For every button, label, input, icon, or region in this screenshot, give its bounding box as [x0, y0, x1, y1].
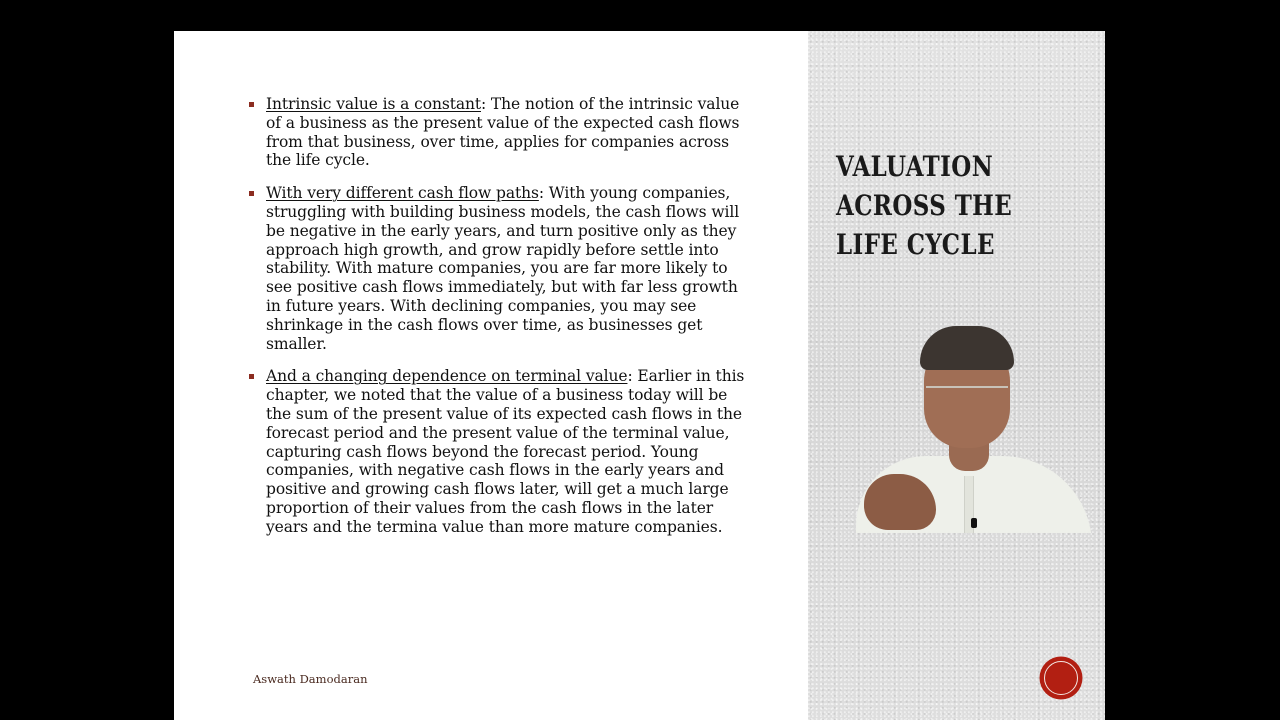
slide-title: VALUATION ACROSS THE LIFE CYCLE — [836, 150, 1013, 261]
red-circle-badge-icon — [1041, 658, 1081, 698]
glasses-icon — [926, 386, 1008, 402]
slide-title-panel — [808, 31, 1105, 720]
bullet-heading: With very different cash flow paths — [266, 184, 539, 203]
presenter-hair — [920, 326, 1014, 370]
bullet-heading: Intrinsic value is a constant — [266, 95, 481, 113]
bullet-text: Earlier in this chapter, we noted that the value of a business today will be the sum of the present value of its expected cash flows in the forecast period and the present value of the terminal value, capturing cash flows beyond the forecast period. Young companies, with negative cash flows in the early years and positive and growing cash flows later, will get a much large proportion of their values from the cash flows in the later years and the termina value than more mature companies. — [266, 367, 745, 536]
bullet-text: The notion of the intrinsic value of a business as the present value of the expected cash flows from that business, over time, applies for companies across the life cycle. — [266, 95, 740, 170]
bullet-item — [248, 367, 748, 536]
bullet-item — [248, 184, 748, 353]
bullet-list — [248, 95, 748, 551]
bullet-separator: : — [480, 95, 487, 113]
bullet-separator: : — [627, 367, 633, 386]
square-bullet-icon — [249, 191, 254, 196]
bullet-item — [248, 95, 748, 170]
presentation-slide — [174, 31, 1105, 720]
slide-content-pane — [174, 31, 808, 720]
bullet-text: With young companies, struggling with building business models, the cash flows will be negative in the early years, and turn positive only as they approach high growth, and grow rapidly before settle into stability. With mature companies, you are far more likely to see positive cash flows immediately, but with far less growth in future years. With declining companies, you may see shrinkage in the cash flows over time, as businesses get smaller. — [266, 184, 740, 353]
bullet-heading: And a changing dependence on terminal value — [266, 367, 628, 386]
slide-footer-author: Aswath Damodaran — [253, 672, 368, 686]
lapel-mic-icon — [971, 518, 977, 528]
square-bullet-icon — [249, 374, 254, 379]
presenter-video-overlay — [844, 316, 1092, 533]
bullet-separator: : — [538, 184, 544, 203]
square-bullet-icon — [249, 102, 254, 107]
